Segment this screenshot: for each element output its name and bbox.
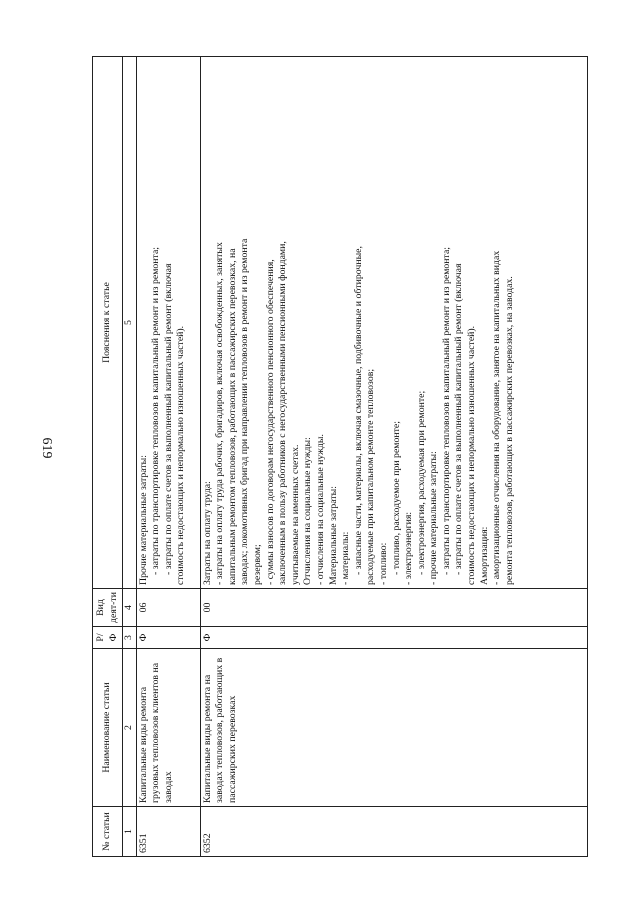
explanation-line: - запасные части, материалы, включая смазочные, подбивочные и обтирочные, xyxy=(352,246,364,575)
article-explanation xyxy=(200,57,587,589)
table-row xyxy=(136,57,200,857)
article-activity-kind: 00 xyxy=(200,589,587,627)
header-row xyxy=(93,57,123,857)
header-activity-kind: Вид деят-ти xyxy=(93,589,123,627)
header-explanation: Пояснения к статье xyxy=(93,57,123,589)
column-number: 3 xyxy=(123,627,137,649)
explanation-line: - затраты по оплате счетов за выполненный капитальный ремонт (включая xyxy=(162,263,174,575)
explanation-line: Материальные затраты: xyxy=(327,486,339,585)
page-number: 619 xyxy=(39,437,54,459)
explanation-line: - прочие материальные затраты: xyxy=(428,451,440,585)
explanation-line: стоимость недостающих и непормально изношенных частей). xyxy=(466,325,478,585)
header-article-number: № статьи xyxy=(93,807,123,857)
explanation-line: - суммы взносов по договорам негосударственного пенсионного обеспечения, xyxy=(264,259,276,585)
explanation-line: - топливо, расходуемое при ремонте; xyxy=(390,421,402,575)
column-number: 4 xyxy=(123,589,137,627)
column-number: 5 xyxy=(123,57,137,589)
article-activity-kind: 06 xyxy=(136,589,200,627)
explanation-line: Затраты на оплату труда: xyxy=(201,481,213,585)
article-code: 6351 xyxy=(136,807,200,857)
article-explanation xyxy=(136,57,200,589)
explanation-line: расходуемые при капитальном ремонте тепловозов; xyxy=(365,368,377,585)
explanation-line: - материалы: xyxy=(340,531,352,585)
explanation-line: - электроэнергия: xyxy=(403,511,415,585)
explanation-line: стоимость недостающих и непормально изношенных частей). xyxy=(175,325,187,585)
header-rf: Р/ Ф xyxy=(93,627,123,649)
explanation-line: - амортизационные отчисления на оборудование, занятое на капитальных видах xyxy=(491,250,503,585)
explanation-line: Прочие материальные затраты: xyxy=(137,455,149,585)
explanation-line: ремонта тепловозов, работающих в пассажирских перевозках, на заводах. xyxy=(503,276,515,585)
explanation-line: - топливо: xyxy=(377,542,389,585)
explanation-line: - отчисления на социальные нужды. xyxy=(314,434,326,585)
explanation-line: учитываемые на именных счетах. xyxy=(289,444,301,585)
article-name: Капитальные виды ремонта на заводах тепловозов, работающих в пассажирских перевозках xyxy=(200,649,587,807)
explanation-line: - затраты по транспортировке тепловозов в капитальный ремонт и из ремонта; xyxy=(150,246,162,575)
header-article-name: Наименование статьи xyxy=(93,649,123,807)
explanation-line: Отчисления на социальные нужды: xyxy=(302,437,314,585)
table-row xyxy=(200,57,587,857)
column-number: 2 xyxy=(123,649,137,807)
article-rf: Ф xyxy=(136,627,200,649)
rotated-table-container xyxy=(92,57,588,857)
articles-table xyxy=(92,56,588,857)
article-rf: Ф xyxy=(200,627,587,649)
column-number: 1 xyxy=(123,807,137,857)
article-name: Капитальные виды ремонта грузовых тепловозов клиентов на заводах xyxy=(136,649,200,807)
explanation-line: - затраты по оплате счетов за выполненный капитальный ремонт (включая xyxy=(453,263,465,575)
explanation-line: заводах; локомотивных бригад при направлении тепловозов в ремонт и из ремонта xyxy=(239,238,251,585)
explanation-line: капитальным ремонтом тепловозов, работающих в пассажирских перевозках, на xyxy=(226,248,238,585)
explanation-line: заключенным в пользу работников с негосударственными пенсионными фондами, xyxy=(277,241,289,585)
column-numbers-row xyxy=(123,57,137,857)
explanation-line: Амортизация: xyxy=(478,526,490,585)
explanation-line: - затраты по транспортировке тепловозов в капитальный ремонт и из ремонта; xyxy=(440,246,452,575)
explanation-line: - затраты на оплату труда рабочих, бригадиров, включая освобожденных, занятых xyxy=(214,242,226,585)
explanation-line: - электроэнергия, расходуемая при ремонте; xyxy=(415,390,427,575)
explanation-line: резервом; xyxy=(251,544,263,585)
article-code: 6352 xyxy=(200,807,587,857)
